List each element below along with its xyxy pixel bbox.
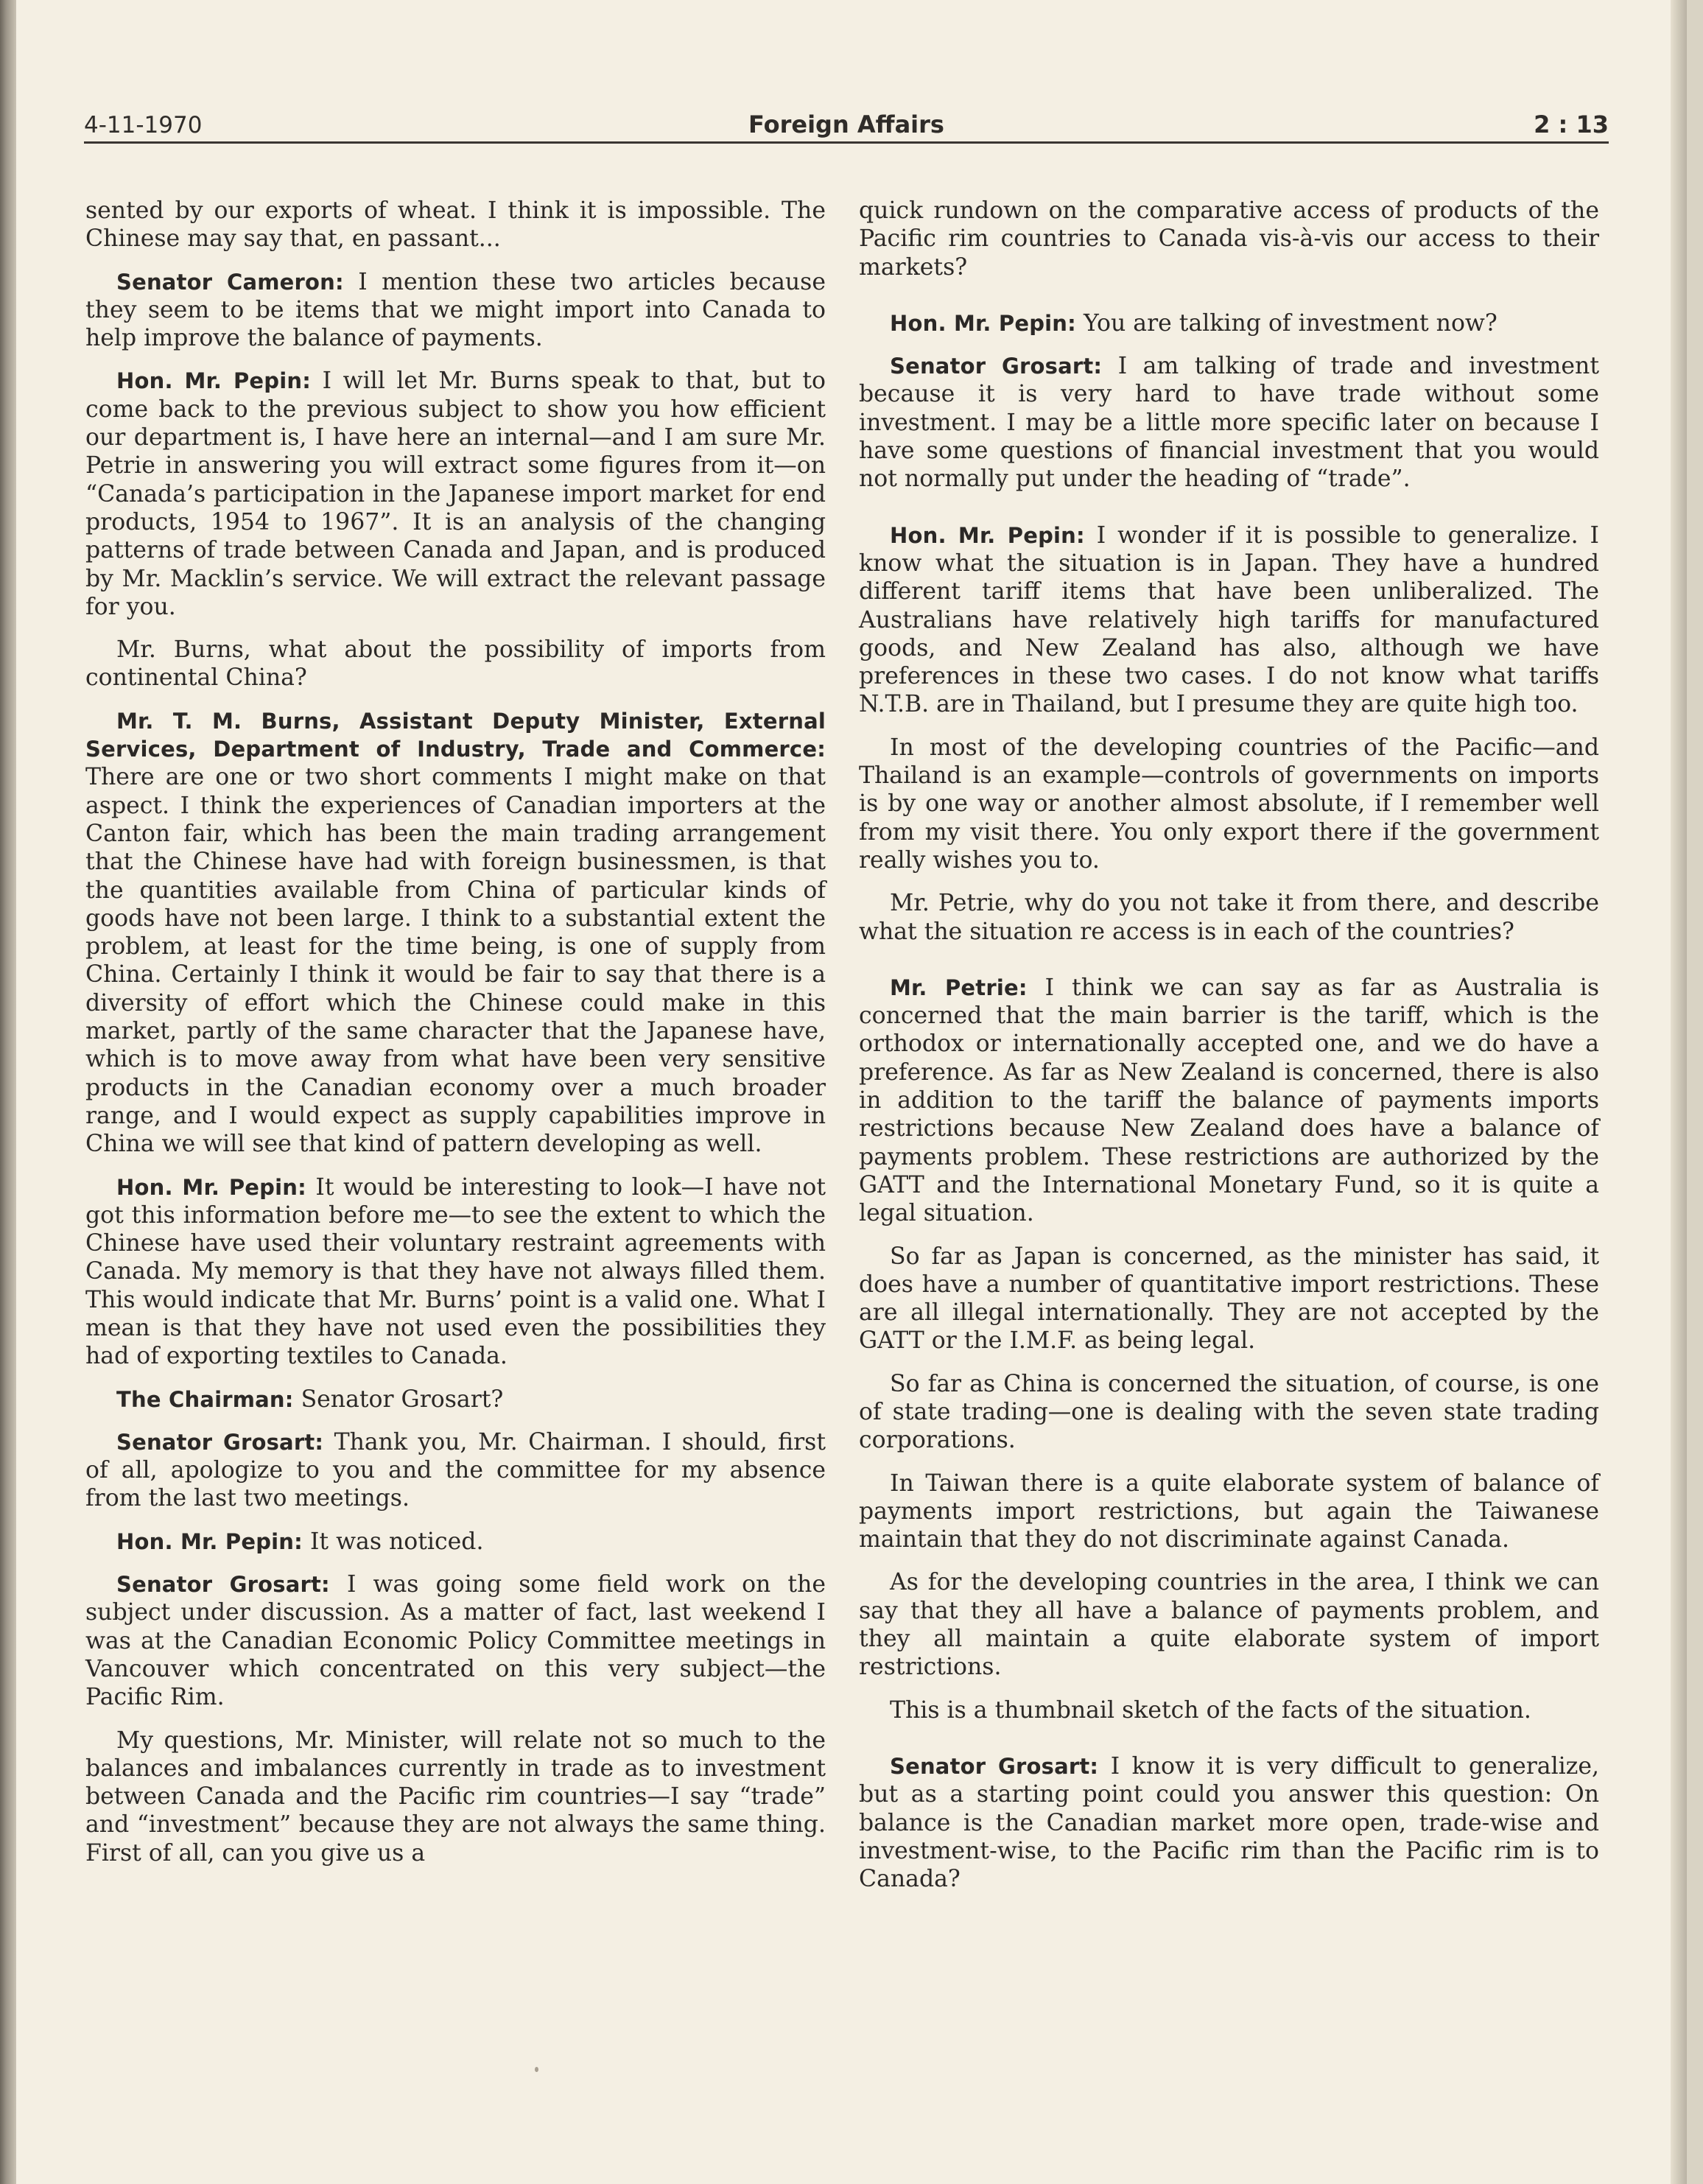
right-column [859,197,1599,1908]
paragraph-text: I think we can say as far as Australia is concerned that the main barrier is the tariff, which is the orthodox or internationally accepted one, and we do have a preference. As far as New Zealand is concerned, there is also in addition to the tariff the balance of payments imports restrictions because New Zealand does have a balance of payments problem. These restrictions are authorized by the GATT and the International Monetary Fund, so it is quite a legal situation. [859,974,1599,1227]
paragraph-text: My questions, Mr. Minister, will relate not so much to the balances and imbalances currently in trade as to investment between Canada and the Pacific rim countries—I say “trade” and “investment” because they are not always the same thing. First of all, can you give us a [85,1727,826,1867]
header-title: Foreign Affairs [748,110,944,138]
speaker-label: The Chairman: [116,1386,294,1412]
speaker-label: Hon. Mr. Pepin: [890,310,1076,336]
paragraph-text: So far as China is concerned the situation, of course, is one of state trading—one is dealing with the seven state trading corporations. [859,1370,1599,1454]
paragraph-text: sented by our exports of wheat. I think it is impossible. The Chinese may say that, en passant... [85,197,826,253]
paragraph-text: Mr. Petrie, why do you not take it from there, and describe what the situation re access is in each of the countries? [859,890,1599,945]
paragraph-text: There are one or two short comments I might make on that aspect. I think the experiences of Canadian importers at the Canton fair, which has been the main trading arrangement that the Chinese have had with foreign businessmen, is that the quantities available from China of particular kinds of goods have not been large. I think to a substantial extent the problem, at least for the time being, is one of supply from China. Certainly I think it would be fair to say that there is a diversity of effort which the Chinese could make in this market, partly of the same character that the Japanese have, which is to move away from what have been very sensitive products in the Canadian economy over a much broader range, and I would expect as supply capabilities improve in China we will see that kind of pattern developing as well. [85,764,826,1158]
speaker-label: Mr. T. M. Burns, Assistant Deputy Minister, External Services, Department of Industry, Trade and Commerce: [85,708,826,762]
paragraph [85,1386,826,1414]
paragraph-text: So far as Japan is concerned, as the minister has said, it does have a number of quantitative import restrictions. These are all illegal internationally. They are not accepted by the GATT or the I.M.F. as being legal. [859,1243,1599,1355]
speaker-label: Mr. Petrie: [890,975,1028,1000]
paragraph [859,1568,1599,1681]
paragraph-text: Senator Grosart? [301,1386,504,1413]
paragraph-text: quick rundown on the comparative access of products of the Pacific rim countries to Canada vis-à-vis our access to their markets? [859,197,1599,281]
paragraph-text: I wonder if it is possible to generalize. I know what the situation is in Japan. They have a hundred different tariff items that have been unliberalized. The Australians have relatively high tariffs for manufactured goods, and New Zealand has also, although we have preferences in these two cases. I do not know what tariffs N.T.B. are in Thailand, but I presume they are quite high too. [859,522,1599,718]
paragraph [859,1243,1599,1355]
paragraph-text: In Taiwan there is a quite elaborate system of balance of payments import restrictions, but again the Taiwanese maintain that they do not discriminate against Canada. [859,1470,1599,1553]
paragraph-text: I mention these two articles because they seem to be items that we might import into Canada to help improve the balance of payments. [85,268,826,352]
paragraph [859,889,1599,946]
paragraph [85,707,826,1159]
paragraph-text: In most of the developing countries of the Pacific—and Thailand is an example—controls of governments on imports is by one way or another almost absolute, if I remember well from my visit there. You only export there if the government really wishes you to. [859,734,1599,874]
speaker-label: Hon. Mr. Pepin: [116,1528,303,1554]
paragraph-text: I know it is very difficult to generalize, but as a starting point could you answer this question: On balance is the Canadian market more open, trade-wise and investment-wise, to the Pacific rim than the Pacific rim is to Canada? [859,1752,1599,1893]
paragraph [859,309,1599,337]
paragraph [85,197,826,253]
paragraph-text: I will let Mr. Burns speak to that, but to come back to the previous subject to show you how efficient our department is, I have here an internal—and I am sure Mr. Petrie in answering you will extract some figures from it—on “Canada’s participation in the Japanese import market for end products, 1954 to 1967”. It is an analysis of the changing patterns of trade between Canada and Japan, and is produced by Mr. Macklin’s service. We will extract the relevant passage for you. [85,368,826,620]
paragraph [859,197,1599,281]
paper-speck [535,2067,538,2072]
paragraph [85,636,826,692]
speaker-label: Hon. Mr. Pepin: [116,1174,306,1200]
running-header [84,103,1609,144]
paragraph-text: It was noticed. [309,1528,484,1555]
paragraph [85,1570,826,1711]
paragraph-text: This is a thumbnail sketch of the facts of the situation. [890,1696,1531,1724]
left-column [85,197,826,1882]
paragraph-text: As for the developing countries in the area, I think we can say that they all have a balance of payments problem, and they all maintain a quite elaborate system of import restrictions. [859,1569,1599,1681]
paragraph [85,1428,826,1513]
paragraph [859,1470,1599,1554]
page [16,0,1687,2184]
paragraph [859,974,1599,1228]
paragraph-text: You are talking of investment now? [1083,309,1497,337]
paragraph [85,367,826,621]
header-date: 4-11-1970 [84,112,203,138]
paragraph [85,268,826,353]
paragraph [859,734,1599,874]
paragraph [859,1370,1599,1455]
speaker-label: Hon. Mr. Pepin: [890,522,1085,548]
paragraph-text: I was going some field work on the subject under discussion. As a matter of fact, last weekend I was at the Canadian Economic Policy Committee meetings in Vancouver which concentrated on this very subject—the Pacific Rim. [85,1571,826,1711]
speaker-label: Senator Grosart: [890,1753,1099,1779]
paragraph [859,1696,1599,1724]
paragraph-text: I am talking of trade and investment because it is very hard to have trade without some investment. I may be a little more specific later on because I have some questions of financial investment that you would not normally put under the heading of “trade”. [859,353,1599,493]
paragraph [85,1528,826,1556]
speaker-label: Senator Grosart: [116,1429,324,1455]
paragraph [859,1752,1599,1893]
page-edge-shadow [1671,0,1687,2184]
paragraph-text: Mr. Burns, what about the possibility of imports from continental China? [85,636,826,692]
speaker-label: Hon. Mr. Pepin: [116,368,312,394]
paragraph-text: Thank you, Mr. Chairman. I should, first of all, apologize to you and the committee for my absence from the last two meetings. [85,1428,826,1512]
paragraph [859,522,1599,719]
paragraph [859,352,1599,493]
speaker-label: Senator Grosart: [116,1572,330,1598]
paragraph [85,1727,826,1867]
paragraph [85,1173,826,1371]
header-page-number: 2 : 13 [1534,110,1609,138]
speaker-label: Senator Cameron: [116,269,344,295]
book-binding-shadow [0,0,16,2184]
paragraph-text: It would be interesting to look—I have not got this information before me—to see the extent to which the Chinese have used their voluntary restraint agreements with Canada. My memory is that they have not always filled them. This would indicate that Mr. Burns’ point is a valid one. What I mean is that they have not used even the possibilities they had of exporting textiles to Canada. [85,1173,826,1370]
speaker-label: Senator Grosart: [890,354,1103,379]
